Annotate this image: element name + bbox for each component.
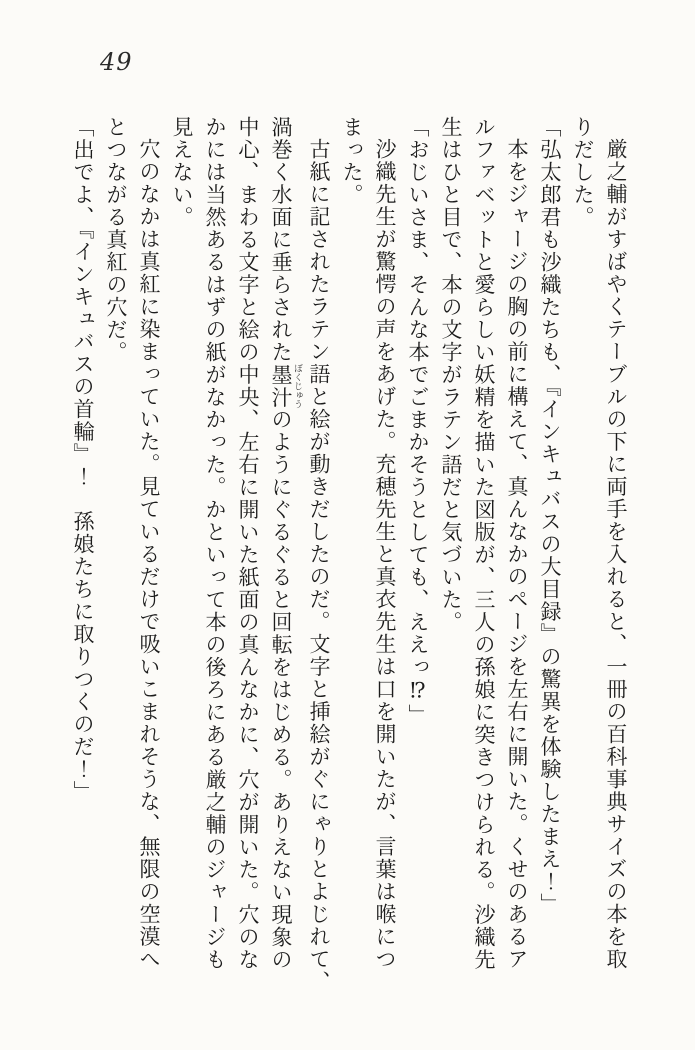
text-line: ルファベットと愛らしい妖精を描いた図版が、三人の孫娘に突きつけられる。沙織先	[472, 116, 496, 971]
text-line: かには当然あるはずの紙がなかった。かといって本の後ろにある厳之輔のジャージも	[203, 116, 227, 971]
text-line: 渦巻く水面に垂らされた墨汁 ぼくじゅうのようにぐるぐると回転をはじめる。ありえない現象の	[269, 116, 302, 971]
text-line: 「おじいさま、そんな本でごまかそうとしても、ええっ⁉」	[406, 116, 430, 727]
text-line: 生はひと目で、本の文字がラテン語だと気づいた。	[439, 116, 463, 634]
text-block	[66, 116, 632, 996]
text-line: 穴のなかは真紅に染まっていた。見ているだけで吸いこまれそうな、無限の空漠へ	[137, 138, 161, 971]
text-line: りだした。	[571, 116, 595, 229]
text-line: とつながる真紅の穴だ。	[104, 116, 128, 364]
text-line: 本をジャージの胸の前に構えて、真んなかのページを左右に開いた。くせのあるア	[505, 138, 529, 971]
text-line: 厳之輔がすばやくテーブルの下に両手を入れると、一冊の百科事典サイズの本を取	[604, 138, 628, 971]
text-line: まった。	[340, 116, 364, 206]
text-line: 見えない。	[170, 116, 194, 229]
text-line: 「弘太郎君も沙織たちも、『インキュバスの大目録』の驚異を体験したまえ！」	[538, 116, 562, 916]
text-line: 沙織先生が驚愕の声をあげた。充穂先生と真衣先生は口を開いたが、言葉は喉につ	[373, 138, 397, 971]
text-line: 古紙に記されたラテン語と絵が動きだしたのだ。文字と挿絵がぐにゃりとよじれて、	[307, 138, 331, 993]
ruby-annotation: 墨汁 ぼくじゅう	[269, 363, 302, 409]
page-number: 49	[100, 48, 133, 76]
text-line: 「出でよ、『インキュバスの首輪』！ 孫娘たちに取りつくのだ！」	[71, 116, 95, 803]
text-line: 中心、まわる文字と絵の中央、左右に開いた紙面の真んなかに、穴が開いた。穴のな	[236, 116, 260, 971]
